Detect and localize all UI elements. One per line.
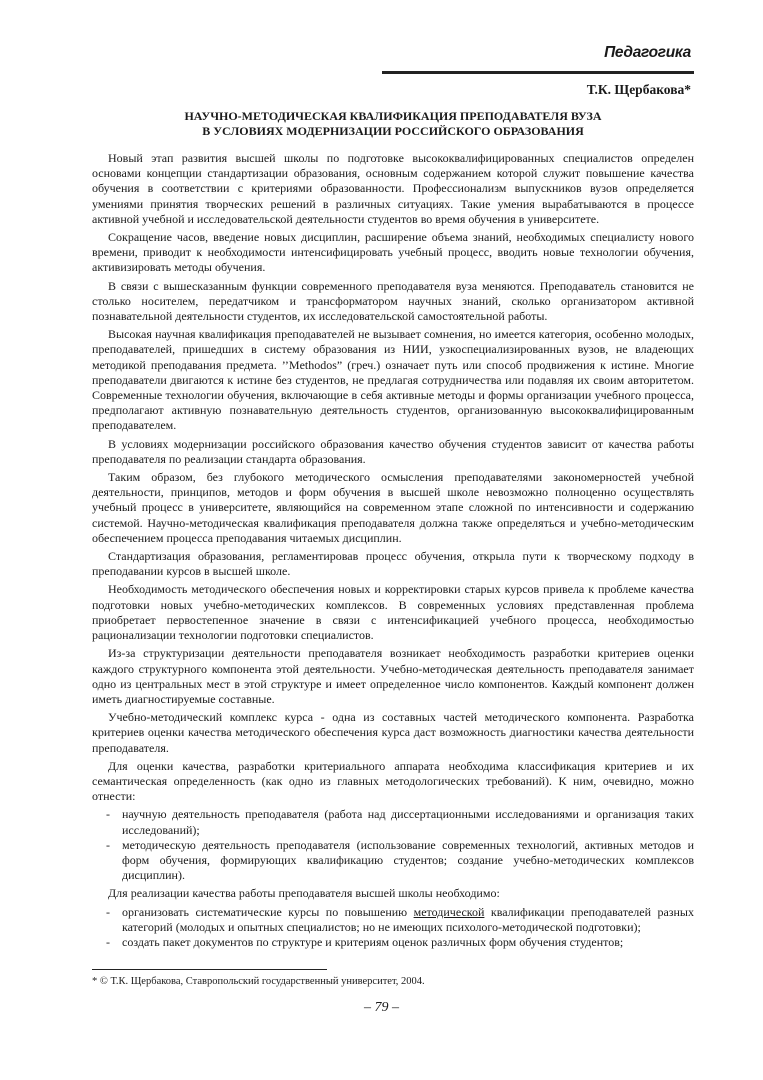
page-number: – 79 – xyxy=(364,1000,399,1015)
title-line-2: В УСЛОВИЯХ МОДЕРНИЗАЦИИ РОССИЙСКОГО ОБРАЗОВАНИЯ xyxy=(202,124,584,138)
title-line-1: НАУЧНО-МЕТОДИЧЕСКАЯ КВАЛИФИКАЦИЯ ПРЕПОДАВАТЕЛЯ ВУЗА xyxy=(184,109,602,123)
paragraph: В связи с вышесказанным функции современного преподавателя вуза меняются. Преподаватель становится не столько носителем, передатчиком и трансформатором научных знаний, сколько организатором активной познавательной деятельности студентов, их исследовательской самостоятельной работы. xyxy=(92,278,694,324)
article-title xyxy=(92,109,694,139)
paragraph: Новый этап развития высшей школы по подготовке высококвалифицированных специалистов определен основами концепции стандартизации образования, основным содержанием которой служит повышение качества обучения в соответствии с критериями образованности. Профессионализм выпускников вузов определяется умениями принятия творческих решений в различных ситуациях. Такие умения вырабатываются в процессе активной учебной и исследовательской деятельности студентов во время обучения в университете. xyxy=(92,151,694,226)
paragraph: Для оценки качества, разработки критериального аппарата необходима классификация критериев и их семантическая определенность (как одно из главных методологических требований). К ним, очевидно, можно отнести: xyxy=(92,758,694,804)
paragraph: Для реализации качества работы преподавателя высшей школы необходимо: xyxy=(108,886,500,901)
paragraph: В условиях модернизации российского образования качество обучения студентов зависит от качества работы преподавателя по реализации стандарта образования. xyxy=(92,436,694,466)
list-item: - научную деятельность преподавателя (работа над диссертационными исследованиями и организация таких исследований); xyxy=(106,807,694,837)
paragraph: Учебно-методический комплекс курса - одна из составных частей методического компонента. Разработка критериев оценки качества методического обеспечения курса даст возможность диагностики качества деятельности преподавателя. xyxy=(92,710,694,755)
footnote: * © Т.К. Щербакова, Ставропольский государственный университет, 2004. xyxy=(92,976,425,987)
journal-section-heading: Педагогика xyxy=(604,44,691,61)
paragraph: Из-за структуризации деятельности преподавателя возникает необходимость разработки критериев оценки каждого структурного компонента этой деятельности. Учебно-методическая деятельность преподавателя занимает одно из центральных мест в этой структуре и имеет определенное число компонентов. Каждый компонент должен иметь диагностируемые составные. xyxy=(92,646,694,706)
list-item-text-start: организовать систематические курсы по повышению xyxy=(122,904,414,919)
list-item-text: создать пакет документов по структуре и критериям оценок различных форм обучения студентов; xyxy=(122,934,624,949)
header-rule xyxy=(382,71,694,74)
footnote-rule xyxy=(92,969,327,970)
requirements-list xyxy=(92,905,694,951)
list-item-text: научную деятельность преподавателя (работа над диссертационными исследованиями и организация таких исследований); xyxy=(122,807,694,837)
paragraph: Таким образом, без глубокого методического осмысления преподавателями закономерностей учебной деятельности, принципов, методов и форм обучения в высшей школе невозможно полноценно осуществлять учебный процесс в университете, являющийся на современном этапе сложной по интенсивности и содержанию системой. Научно-методическая квалификация преподавателя должна также определяться и учебно-методическим обеспечением процесса преподавания читаемых дисциплин. xyxy=(92,470,694,545)
list-item-text: методическую деятельность преподавателя (использование современных технологий, активных методов и форм обучения, формирующих квалификацию студентов; создание учебно-методических комплексов дисциплин). xyxy=(122,837,694,883)
list-item-text-end: квалификации преподавателей разных категорий (молодых и опытных специалистов; но не имеющих психолого-методической подготовки); xyxy=(122,904,694,934)
paragraph: Высокая научная квалификация преподавателей не вызывает сомнения, но имеется категория, особенно молодых, преподавателей, пришедших в систему образования из НИИ, узкоспециализированных вузов, не владеющих методикой преподавания предмета. ’’Methodos” (греч.) означает путь или способ продвижения к истине. Многие преподаватели двигаются к истине без студентов, не предлагая сотрудничества или подавляя их своим авторитетом. Современные технологии обучения, включающие в себя активные методы и формы организации учебного процесса, предполагают активную познавательную деятельность студентов, организованную высококвалифицированным преподавателем. xyxy=(92,327,694,433)
paragraph: Необходимость методического обеспечения новых и корректировки старых курсов привела к проблеме качества подготовки новых учебно-методических комплексов. В современных условиях представленная проблема приобретает первостепенное значение в связи с интенсификацией учебного процесса, необходимостью рационализации технологии подготовки специалистов. xyxy=(92,582,694,643)
criteria-list xyxy=(92,807,694,883)
list-item: - методическую деятельность преподавателя (использование современных технологий, активных методов и форм обучения, формирующих квалификацию студентов; создание учебно-методических комплексов дисциплин). xyxy=(106,837,694,883)
paragraph: Стандартизация образования, регламентировав процесс обучения, открыла пути к творческому подходу в преподавании курсов в высшей школе. xyxy=(92,549,694,579)
author-name: Т.К. Щербакова* xyxy=(586,82,691,97)
underlined-word: методической xyxy=(413,904,485,919)
paragraph: Сокращение часов, введение новых дисциплин, расширение объема знаний, необходимых специалисту нового времени, приводит к необходимости интенсифицировать учебный процесс, вводить новые технологии обучения, активизировать методы обучения. xyxy=(92,230,694,275)
list-item: - организовать систематические курсы по повышению методической квалификации преподавателей разных категорий (молодых и опытных специалистов; но не имеющих психолого-методической подготовки); xyxy=(106,904,694,934)
list-item: - создать пакет документов по структуре и критериям оценок различных форм обучения студентов; xyxy=(106,934,624,949)
article-body xyxy=(92,151,694,953)
